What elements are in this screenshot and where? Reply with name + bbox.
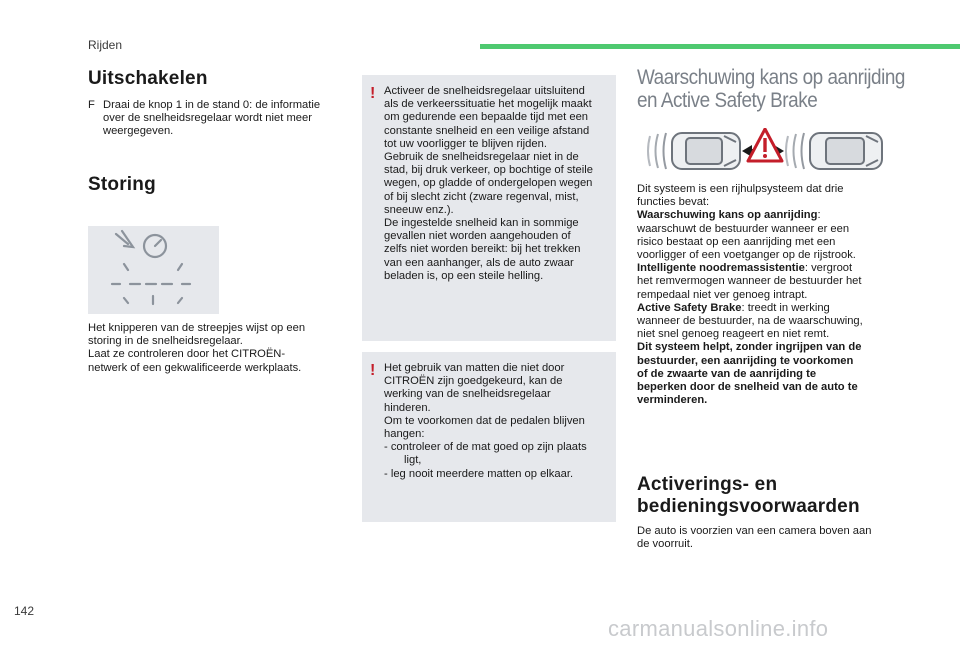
feature-1-line: voorligger of een voetganger op de rijstrook. bbox=[637, 249, 856, 262]
title-collision-warning bbox=[637, 66, 937, 112]
title-line: Waarschuwing kans op aanrijding bbox=[637, 66, 905, 89]
warning-line: werking van de snelheidsregelaar bbox=[384, 388, 551, 401]
feature-2-label: Intelligente noodremassistentie bbox=[637, 262, 805, 275]
collision-warning-text bbox=[637, 183, 907, 407]
warning-line: Om te voorkomen dat de pedalen blijven bbox=[384, 414, 585, 427]
warning-line: Het gebruik van matten die niet door bbox=[384, 362, 565, 374]
warning-line: CITROËN zijn goedgekeurd, kan de bbox=[384, 375, 563, 388]
warning-list-item: - leg nooit meerdere matten op elkaar. bbox=[384, 467, 574, 480]
warning-line: beladen is, op een steile helling. bbox=[384, 269, 544, 282]
warning-line: Activeer de snelheidsregelaar uitsluitend bbox=[384, 85, 585, 97]
activation-text bbox=[637, 525, 907, 551]
feature-1-label: Waarschuwing kans op aanrijding bbox=[637, 209, 818, 222]
title-storing: Storing bbox=[88, 174, 156, 195]
cruise-control-fault-illustration bbox=[88, 226, 219, 314]
feature-2-heading bbox=[637, 262, 907, 275]
bullet-line: Draai de knop 1 in de stand 0: de informatie bbox=[103, 99, 321, 111]
bold-line: of de zwaarte van de aanrijding te bbox=[637, 367, 817, 380]
feature-3-rest: : treedt in werking bbox=[741, 301, 830, 314]
bullet-mark: F bbox=[88, 99, 95, 111]
feature-1-heading bbox=[637, 209, 907, 222]
feature-3-heading bbox=[637, 302, 907, 315]
warning-line: hinderen. bbox=[384, 401, 431, 414]
warning-box-floor-mats bbox=[362, 352, 616, 522]
collision-warning-illustration bbox=[644, 128, 888, 174]
cruise-control-fault-icon bbox=[88, 226, 219, 314]
intro-line: Dit systeem is een rijhulpsysteem dat drie bbox=[637, 183, 844, 195]
bold-line: verminderen. bbox=[637, 394, 708, 407]
feature-2-line: rempedaal niet ver genoeg intrapt. bbox=[637, 288, 808, 301]
warning-text bbox=[384, 85, 606, 283]
warning-line: wegen, op gladde of ondergelopen wegen bbox=[384, 177, 593, 190]
title-activation-conditions bbox=[637, 474, 937, 518]
activation-line: de voorruit. bbox=[637, 538, 693, 551]
storing-line: netwerk of een gekwalificeerde werkplaats. bbox=[88, 361, 302, 374]
warning-list-item: - controleer of de mat goed op zijn plaats ligt, bbox=[384, 441, 587, 467]
feature-1-line: risico bestaat op een aanrijding met een bbox=[637, 235, 836, 248]
warning-line: sneeuw enz.). bbox=[384, 203, 454, 216]
feature-2-rest: : vergroot bbox=[804, 262, 853, 275]
warning-line: stad, bij druk verkeer, op bochtige of steile bbox=[384, 164, 593, 177]
section-label: Rijden bbox=[88, 38, 123, 52]
warning-line: hangen: bbox=[384, 428, 425, 441]
feature-3-label: Active Safety Brake bbox=[637, 301, 742, 314]
bold-line: Dit systeem helpt, zonder ingrijpen van de bbox=[637, 341, 862, 354]
warning-icon: ! bbox=[370, 362, 376, 379]
bullet-line: over de snelheidsregelaar wordt niet meer bbox=[103, 112, 312, 125]
warning-line: tot uw voorligger te blijven rijden. bbox=[384, 137, 547, 150]
storing-line: Laat ze controleren door het CITROËN- bbox=[88, 348, 286, 361]
feature-1-rest: : bbox=[817, 209, 821, 222]
bullet-line: weergegeven. bbox=[103, 125, 174, 138]
bold-line: beperken door de snelheid van de auto te bbox=[637, 381, 858, 394]
activation-line: De auto is voorzien van een camera boven aan bbox=[637, 525, 872, 537]
warning-text bbox=[384, 362, 606, 481]
storing-text bbox=[88, 322, 348, 375]
feature-3-line: niet snel genoeg reageert en niet remt. bbox=[637, 328, 830, 341]
watermark-text: carmanualsonline.info bbox=[608, 616, 829, 641]
warning-line: Gebruik de snelheidsregelaar niet in de bbox=[384, 151, 579, 164]
warning-line: De ingestelde snelheid kan in sommige bbox=[384, 217, 579, 230]
title-line: bedieningsvoorwaarden bbox=[637, 496, 860, 517]
collision-warning-cars-icon bbox=[644, 128, 888, 174]
storing-line: Het knipperen van de streepjes wijst op een bbox=[88, 322, 306, 334]
warning-icon: ! bbox=[370, 85, 376, 102]
section-accent-bar bbox=[480, 44, 960, 49]
bullet-instruction bbox=[88, 99, 343, 139]
warning-line: zelfs niet worden bereikt: bij het trekken bbox=[384, 243, 581, 256]
title-line: en Active Safety Brake bbox=[637, 89, 818, 112]
warning-line: constante snelheid en een veilige afstand bbox=[384, 124, 590, 137]
bold-line: bestuurder, een aanrijding te voorkomen bbox=[637, 354, 854, 367]
storing-line: storing in de snelheidsregelaar. bbox=[88, 335, 243, 348]
warning-line: of bij slecht zicht (zware regenval, mist, bbox=[384, 190, 579, 203]
feature-3-line: wanneer de bestuurder, na de waarschuwing, bbox=[637, 315, 863, 328]
warning-line: om gedurende een bepaalde tijd met een bbox=[384, 111, 589, 124]
intro-line: functies bevat: bbox=[637, 196, 710, 209]
feature-2-line: het remvermogen wanneer de bestuurder het bbox=[637, 275, 862, 288]
warning-line: van een aanhanger, als de auto zwaar bbox=[384, 256, 574, 269]
title-uitschakelen: Uitschakelen bbox=[88, 68, 208, 89]
title-line: Activerings- en bbox=[637, 474, 778, 495]
warning-box-speed-regulator bbox=[362, 75, 616, 341]
warning-line: gevallen niet worden aangehouden of bbox=[384, 230, 571, 243]
feature-1-line: waarschuwt de bestuurder wanneer er een bbox=[637, 222, 850, 235]
warning-line: als de verkeerssituatie het mogelijk maakt bbox=[384, 98, 592, 111]
page-number: 142 bbox=[14, 604, 35, 618]
